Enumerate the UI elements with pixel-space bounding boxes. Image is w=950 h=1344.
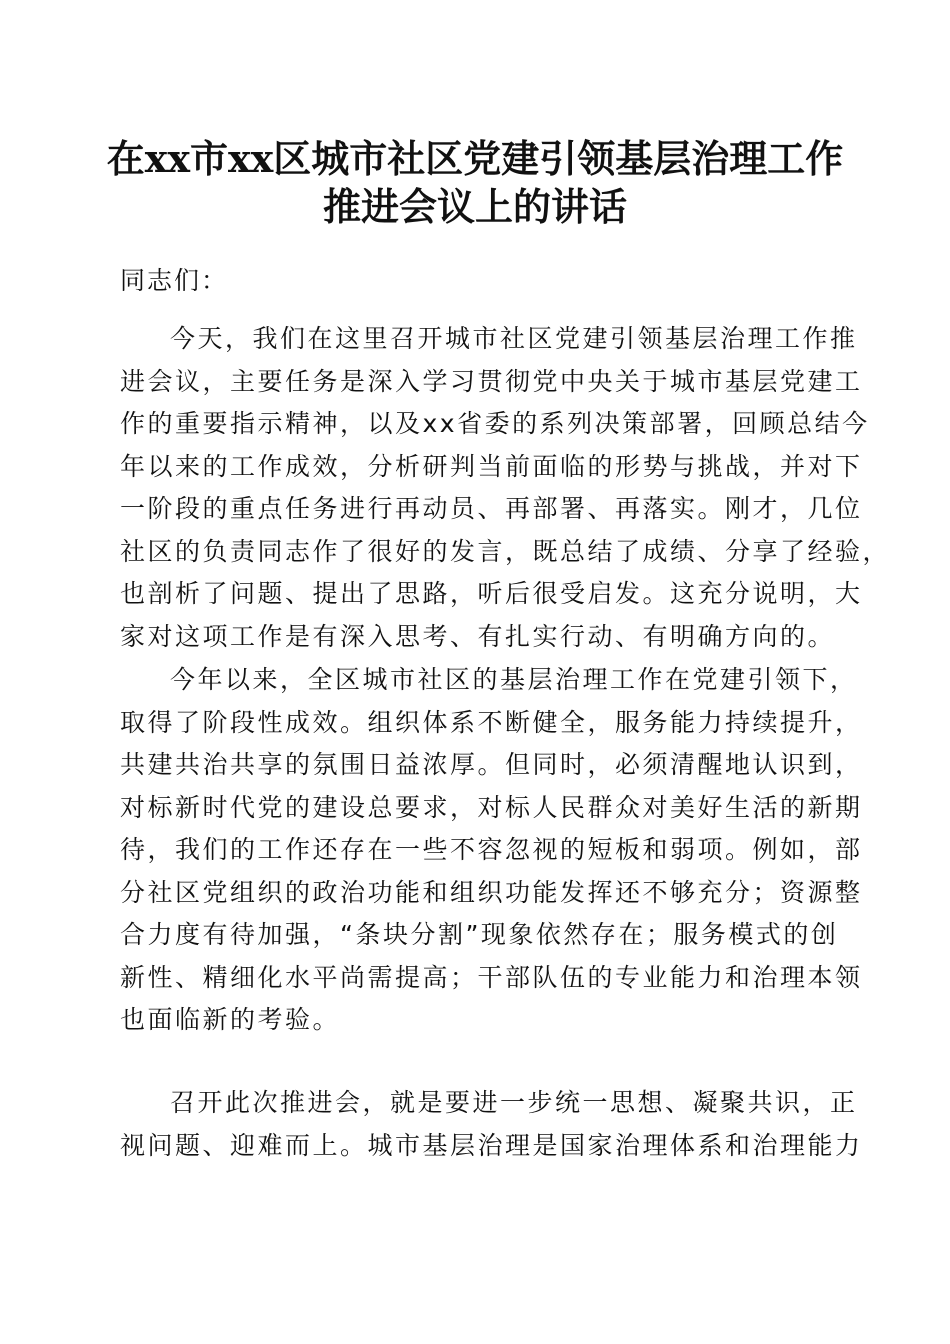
document-title-line-1: 在xx市xx区城市社区党建引领基层治理工作 xyxy=(106,136,844,181)
paragraph-line: 也面临新的考验。 xyxy=(120,1005,341,1034)
paragraph-line: 视问题、迎难而上。城市基层治理是国家治理体系和治理能力 xyxy=(120,1130,863,1160)
paragraph-line: 年以来的工作成效，分析研判当前面临的形势与挑战，并对下 xyxy=(120,451,863,481)
paragraph-line: 召开此次推进会，就是要进一步统一思想、凝聚共识，正 xyxy=(170,1088,858,1117)
paragraph-line: 今天，我们在这里召开城市社区党建引领基层治理工作推 xyxy=(170,324,858,353)
paragraph-1 xyxy=(120,318,891,658)
paragraph-3 xyxy=(120,1082,863,1167)
paragraph-line: 合力度有待加强，“条块分割”现象依然存在；服务模式的创 xyxy=(120,920,839,949)
document-title-line-2: 推进会议上的讲话 xyxy=(322,184,627,229)
paragraph-line: 社区的负责同志作了很好的发言，既总结了成绩、分享了经验， xyxy=(120,536,891,566)
paragraph-line: 取得了阶段性成效。组织体系不断健全，服务能力持续提升， xyxy=(120,707,863,737)
paragraph-line: 进会议，主要任务是深入学习贯彻党中央关于城市基层党建工 xyxy=(120,366,863,396)
salutation: 同志们： xyxy=(120,266,229,295)
paragraph-line: 待，我们的工作还存在一些不容忽视的短板和弱项。例如，部 xyxy=(120,835,863,864)
paragraph-line: 作的重要指示精神，以及xx省委的系列决策部署，回顾总结今 xyxy=(120,409,870,438)
paragraph-line: 也剖析了问题、提出了思路，听后很受启发。这充分说明，大 xyxy=(120,579,863,608)
paragraph-2 xyxy=(120,659,863,1042)
paragraph-line: 共建共治共享的氛围日益浓厚。但同时，必须清醒地认识到， xyxy=(120,750,863,779)
paragraph-line: 今年以来，全区城市社区的基层治理工作在党建引领下， xyxy=(170,665,858,694)
paragraph-line: 家对这项工作是有深入思考、有扎实行动、有明确方向的。 xyxy=(120,621,836,651)
paragraph-line: 新性、精细化水平尚需提高；干部队伍的专业能力和治理本领 xyxy=(120,962,863,992)
paragraph-line: 分社区党组织的政治功能和组织功能发挥还不够充分；资源整 xyxy=(120,877,863,907)
paragraph-line: 对标新时代党的建设总要求，对标人民群众对美好生活的新期 xyxy=(120,792,863,822)
paragraph-line: 一阶段的重点任务进行再动员、再部署、再落实。刚才，几位 xyxy=(120,494,863,523)
